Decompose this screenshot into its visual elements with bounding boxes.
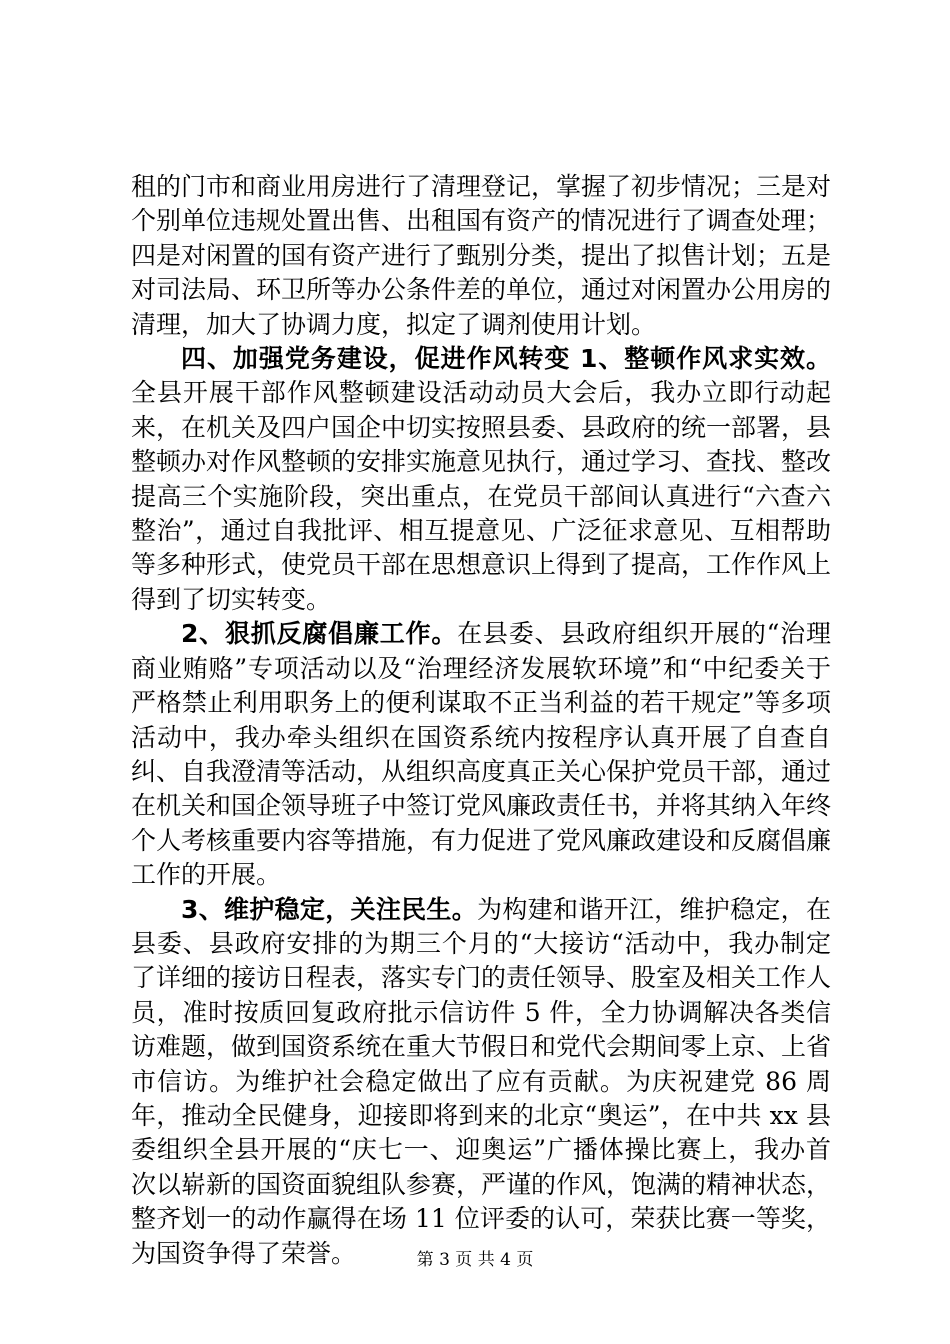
page-number: 第 3 页 共 4 页 — [416, 1250, 534, 1270]
paragraph-1-text: 租的门市和商业用房进行了清理登记，掌握了初步情况；三是对个别单位违规处置出售、出租国有资产的情况进行了调查处理；四是对闲置的国有资产进行了甄别分类，提出了拟售计划；五是对司法局、环卫所等办公条件差的单位，通过对闲置办公用房的清理，加大了协调力度，拟定了调剂使用计划。 — [131, 172, 832, 339]
paragraph-1 — [131, 170, 831, 342]
item-2-heading: 2、狠抓反腐倡廉工作。 — [181, 619, 458, 649]
section-4-heading: 四、加强党务建设，促进作风转变 1、整顿作风求实效。 — [181, 344, 831, 374]
paragraph-3 — [131, 617, 831, 892]
page-footer — [0, 1245, 950, 1270]
paragraph-4-text: 为构建和谐开江，维护稳定，在县委、县政府安排的为期三个月的“大接访“活动中，我办制定了详细的接访日程表，落实专门的责任领导、股室及相关工作人员，准时按质回复政府批示信访件 5 件，全力协调解决各类信访难题，做到国资系统在重大节假日和党代会期间零上京、上省市信访。为维护社会稳定做出了应有贡献。为庆祝建党 86 周年，推动全民健身，迎接即将到来的北京“奥运”，在中共 xx 县委组织全县开展的“庆七一、迎奥运”广播体操比赛上，我办首次以崭新的国资面貌组队参赛，严谨的作风，饱满的精神状态，整齐划一的动作赢得在场 11 位评委的认可，荣获比赛一等奖，为国资争得了荣誉。 — [131, 894, 832, 1268]
paragraph-2-text: 全县开展干部作风整顿建设活动动员大会后，我办立即行动起来，在机关及四户国企中切实按照县委、县政府的统一部署，县整顿办对作风整顿的安排实施意见执行，通过学习、查找、整改提高三个实施阶段，突出重点，在党员干部间认真进行“六查六整治”，通过自我批评、相互提意见、广泛征求意见、互相帮助等多种形式，使党员干部在思想意识上得到了提高，工作作风上得到了切实转变。 — [131, 378, 832, 614]
paragraph-2 — [131, 342, 831, 617]
paragraph-4 — [131, 893, 831, 1271]
item-3-heading: 3、维护稳定，关注民生。 — [181, 894, 478, 924]
paragraph-3-text: 在县委、县政府组织开展的“治理商业贿赂”专项活动以及“治理经济发展软环境”和“中纪委关于严格禁止利用职务上的便利谋取不正当利益的若干规定”等多项活动中，我办牵头组织在国资系统内按程序认真开展了自查自纠、自我澄清等活动，从组织高度真正关心保护党员干部，通过在机关和国企领导班子中签订党风廉政责任书，并将其纳入年终个人考核重要内容等措施，有力促进了党风廉政建设和反腐倡廉工作的开展。 — [131, 619, 832, 890]
document-body — [131, 170, 831, 1271]
